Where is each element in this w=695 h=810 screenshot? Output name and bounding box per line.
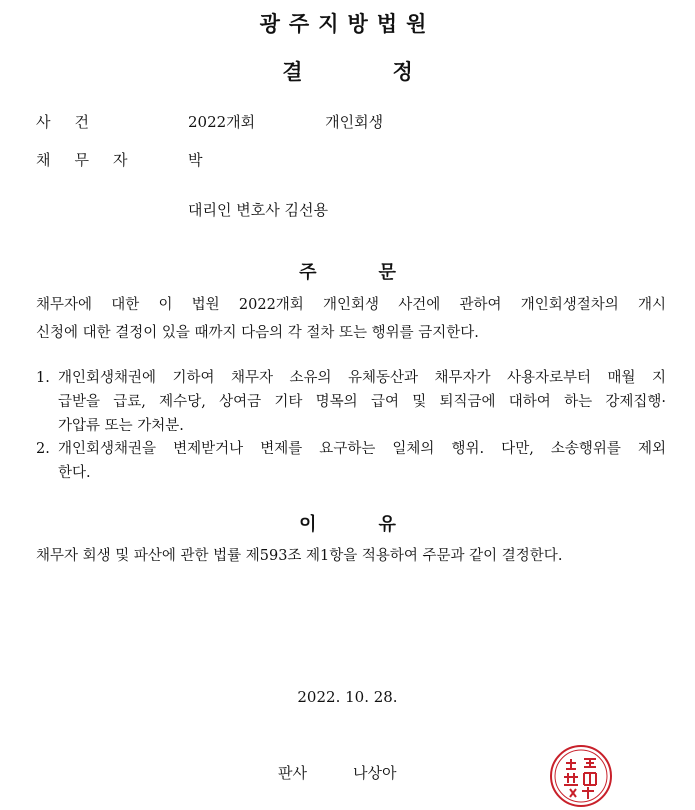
order-item-1: [36, 366, 666, 438]
order-item-number: 1.: [36, 370, 50, 386]
case-row: [36, 111, 383, 132]
judge-seal-icon: [548, 743, 614, 809]
order-item-line: 급받을 급료, 제수당, 상여금 기타 명목의 급여 및 퇴직금에 대하여 하는 강제집행·: [58, 394, 666, 410]
judge-name: 나상아: [352, 764, 397, 782]
order-title: [0, 258, 695, 284]
reason-title-char-1: 이: [299, 514, 317, 535]
order-text-line: 채무자에 대한 이 법원 2022개회 개인회생 사건에 관하여 개인회생절차의 개시: [36, 297, 666, 313]
order-title-char-1: 주: [299, 262, 317, 283]
order-text-line: 신청에 대한 결정이 있을 때까지 다음의 각 절차 또는 행위를 금지한다.: [36, 325, 479, 341]
order-item-line: 가압류 또는 가처분.: [58, 418, 184, 434]
order-text: [36, 291, 666, 347]
debtor-agent: 대리인 변호사 김선용: [188, 201, 328, 219]
case-name: 개인회생: [325, 113, 384, 131]
agent-row: [36, 199, 328, 220]
court-name: 광주지방법원: [259, 12, 436, 36]
document-type: [0, 56, 695, 86]
order-item-line: 개인회생채권을 변제받거나 변제를 요구하는 일체의 행위. 다만, 소송행위를 제외: [58, 441, 666, 457]
order-item-line: 개인회생채권에 기하여 채무자 소유의 유체동산과 채무자가 사용자로부터 매월 지: [58, 370, 666, 386]
judge-title: 판사: [278, 764, 307, 782]
case-number: 2022개회: [188, 113, 256, 131]
reason-title: [0, 510, 695, 536]
debtor-row: [36, 149, 203, 170]
judge-signature: [278, 762, 396, 783]
order-title-char-2: 문: [378, 262, 396, 283]
reason-title-char-2: 유: [378, 514, 396, 535]
reason-text: [36, 542, 666, 570]
decision-date: 2022. 10. 28.: [297, 688, 398, 706]
case-label: 사건: [36, 113, 113, 131]
order-item-2: [36, 437, 666, 485]
document-type-char-1: 결: [282, 60, 303, 84]
order-item-number: 2.: [36, 441, 50, 457]
reason-text-line: 채무자 회생 및 파산에 관한 법률 제593조 제1항을 적용하여 주문과 같이 결정한다.: [36, 548, 563, 564]
debtor-label: 채무자: [36, 151, 152, 169]
order-item-line: 한다.: [58, 465, 91, 481]
debtor-name: 박: [188, 151, 203, 169]
document-type-char-2: 정: [392, 60, 413, 84]
